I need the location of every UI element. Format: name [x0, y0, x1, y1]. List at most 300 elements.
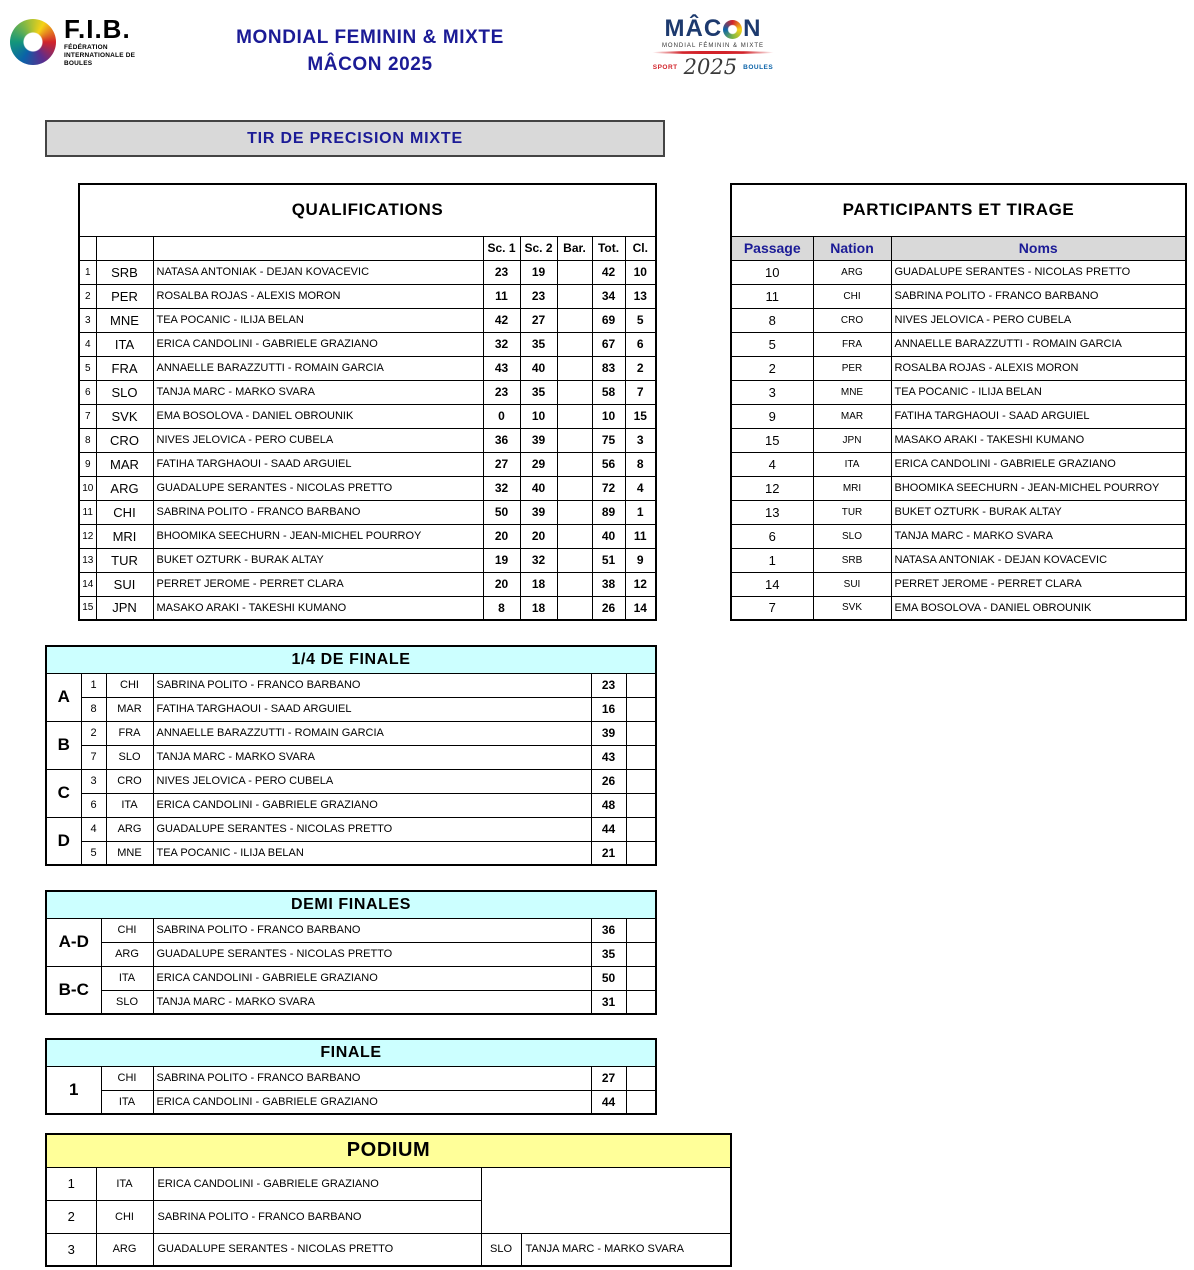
column-header-noms: Noms	[891, 236, 1186, 260]
row-number: 14	[79, 572, 96, 596]
nation-code: ITA	[96, 332, 153, 356]
empty-cell	[626, 697, 656, 721]
qualification-row	[79, 356, 656, 380]
player-names: BHOOMIKA SEECHURN - JEAN-MICHEL POURROY	[891, 476, 1186, 500]
qualification-row	[79, 476, 656, 500]
barrage	[557, 572, 592, 596]
column-header-bar: Bar.	[557, 236, 592, 260]
player-names: GUADALUPE SERANTES - NICOLAS PRETTO	[153, 817, 591, 841]
nation-code: SLO	[813, 524, 891, 548]
participants-title: PARTICIPANTS ET TIRAGE	[731, 184, 1186, 236]
nation-code: TUR	[813, 500, 891, 524]
empty-cell	[626, 793, 656, 817]
column-header-tot: Tot.	[592, 236, 625, 260]
fib-name: F.I.B.	[64, 14, 131, 44]
total: 58	[592, 380, 625, 404]
nation-code: CHI	[101, 1066, 153, 1090]
participant-row	[731, 596, 1186, 620]
nation-code: ARG	[96, 1233, 153, 1266]
score-1: 32	[483, 476, 520, 500]
score-2: 35	[520, 332, 557, 356]
qualification-row	[79, 284, 656, 308]
player-names: ROSALBA ROJAS - ALEXIS MORON	[153, 284, 483, 308]
nation-code: MAR	[106, 697, 153, 721]
barrage	[557, 500, 592, 524]
podium-rank: 2	[46, 1200, 96, 1233]
empty-cell	[626, 918, 656, 942]
player-names: GUADALUPE SERANTES - NICOLAS PRETTO	[153, 476, 483, 500]
player-names: TEA POCANIC - ILIJA BELAN	[891, 380, 1186, 404]
quarterfinals-title-row	[46, 646, 656, 673]
player-names: ANNAELLE BARAZZUTTI - ROMAIN GARCIA	[153, 356, 483, 380]
score-1: 32	[483, 332, 520, 356]
qualification-row	[79, 452, 656, 476]
player-names: ERICA CANDOLINI - GABRIELE GRAZIANO	[153, 332, 483, 356]
seed: 6	[81, 793, 106, 817]
nation-code: CRO	[96, 428, 153, 452]
nation-code: TUR	[96, 548, 153, 572]
nation-code: SLO	[96, 380, 153, 404]
passage-number: 8	[731, 308, 813, 332]
qualification-row	[79, 260, 656, 284]
quarterfinals-title: 1/4 DE FINALE	[46, 646, 656, 673]
nation-code: SUI	[96, 572, 153, 596]
empty-cell	[481, 1167, 731, 1233]
fib-logo-text	[64, 16, 164, 68]
participant-row	[731, 476, 1186, 500]
passage-number: 10	[731, 260, 813, 284]
player-names: ERICA CANDOLINI - GABRIELE GRAZIANO	[153, 1167, 481, 1200]
participant-row	[731, 308, 1186, 332]
nation-code: MNE	[106, 841, 153, 865]
score: 31	[591, 990, 626, 1014]
finale-title-row	[46, 1039, 656, 1066]
barrage	[557, 428, 592, 452]
score-1: 20	[483, 572, 520, 596]
total: 51	[592, 548, 625, 572]
rank: 6	[625, 332, 656, 356]
quarterfinals-table	[45, 645, 657, 866]
empty-cell	[626, 966, 656, 990]
passage-number: 11	[731, 284, 813, 308]
player-names: PERRET JEROME - PERRET CLARA	[153, 572, 483, 596]
macon-wordmark	[638, 16, 788, 42]
rank: 3	[625, 428, 656, 452]
rank: 7	[625, 380, 656, 404]
passage-number: 13	[731, 500, 813, 524]
nation-code: ARG	[106, 817, 153, 841]
seed: 4	[81, 817, 106, 841]
score-1: 11	[483, 284, 520, 308]
seed: 5	[81, 841, 106, 865]
group-label: B	[46, 721, 81, 769]
qualification-row	[79, 572, 656, 596]
player-names: SABRINA POLITO - FRANCO BARBANO	[153, 500, 483, 524]
player-names: GUADALUPE SERANTES - NICOLAS PRETTO	[891, 260, 1186, 284]
player-names: TANJA MARC - MARKO SVARA	[153, 380, 483, 404]
score-2: 39	[520, 500, 557, 524]
participant-row	[731, 356, 1186, 380]
nation-code: CRO	[813, 308, 891, 332]
total: 10	[592, 404, 625, 428]
passage-number: 5	[731, 332, 813, 356]
passage-number: 7	[731, 596, 813, 620]
nation-code: JPN	[813, 428, 891, 452]
rank: 11	[625, 524, 656, 548]
quarterfinal-row	[46, 841, 656, 865]
column-header-nation: Nation	[813, 236, 891, 260]
score-2: 32	[520, 548, 557, 572]
score-1: 23	[483, 260, 520, 284]
nation-code: FRA	[106, 721, 153, 745]
fib-logo	[10, 16, 164, 68]
finale-row	[46, 1066, 656, 1090]
barrage	[557, 404, 592, 428]
passage-number: 3	[731, 380, 813, 404]
total: 67	[592, 332, 625, 356]
row-number: 13	[79, 548, 96, 572]
participant-row	[731, 524, 1186, 548]
seed: 2	[81, 721, 106, 745]
rank: 14	[625, 596, 656, 620]
column-header-passage: Passage	[731, 236, 813, 260]
finale-table	[45, 1038, 657, 1115]
barrage	[557, 548, 592, 572]
nation-code: FRA	[96, 356, 153, 380]
page-title-line2: MÂCON 2025	[307, 54, 433, 75]
empty-cell	[626, 817, 656, 841]
rank: 4	[625, 476, 656, 500]
score-2: 19	[520, 260, 557, 284]
nation-code: PER	[813, 356, 891, 380]
player-names: ROSALBA ROJAS - ALEXIS MORON	[891, 356, 1186, 380]
nation-code: SVK	[96, 404, 153, 428]
rank: 12	[625, 572, 656, 596]
group-label: A	[46, 673, 81, 721]
score-2: 40	[520, 356, 557, 380]
player-names: SABRINA POLITO - FRANCO BARBANO	[891, 284, 1186, 308]
nation-code: MRI	[813, 476, 891, 500]
score: 43	[591, 745, 626, 769]
podium-table	[45, 1133, 732, 1267]
nation-code: MNE	[96, 308, 153, 332]
score: 39	[591, 721, 626, 745]
total: 42	[592, 260, 625, 284]
player-names: BUKET OZTURK - BURAK ALTAY	[153, 548, 483, 572]
nation-code: SLO	[101, 990, 153, 1014]
player-names: SABRINA POLITO - FRANCO BARBANO	[153, 1200, 481, 1233]
player-names: NIVES JELOVICA - PERO CUBELA	[153, 428, 483, 452]
player-names: TEA POCANIC - ILIJA BELAN	[153, 308, 483, 332]
total: 40	[592, 524, 625, 548]
qualification-row	[79, 308, 656, 332]
rank: 5	[625, 308, 656, 332]
participant-row	[731, 332, 1186, 356]
podium-row	[46, 1167, 731, 1200]
nation-code: MAR	[96, 452, 153, 476]
rank: 8	[625, 452, 656, 476]
row-number: 3	[79, 308, 96, 332]
empty-cell	[626, 990, 656, 1014]
score: 21	[591, 841, 626, 865]
passage-number: 15	[731, 428, 813, 452]
row-number: 8	[79, 428, 96, 452]
total: 26	[592, 596, 625, 620]
macon-o-icon	[723, 20, 742, 39]
score-2: 39	[520, 428, 557, 452]
column-header-sc1: Sc. 1	[483, 236, 520, 260]
row-number: 1	[79, 260, 96, 284]
empty-cell	[626, 769, 656, 793]
column-header-cl: Cl.	[625, 236, 656, 260]
semifinal-row	[46, 966, 656, 990]
nation-code: MAR	[813, 404, 891, 428]
qualifications-table	[78, 183, 657, 621]
participant-row	[731, 404, 1186, 428]
nation-code: ARG	[813, 260, 891, 284]
nation-code: ITA	[101, 966, 153, 990]
score-2: 18	[520, 572, 557, 596]
podium-title-row	[46, 1134, 731, 1167]
score-2: 35	[520, 380, 557, 404]
nation-code: SVK	[813, 596, 891, 620]
participant-row	[731, 260, 1186, 284]
barrage	[557, 356, 592, 380]
semifinals-title: DEMI FINALES	[46, 891, 656, 918]
participants-title-row	[731, 184, 1186, 236]
nation-code: SRB	[96, 260, 153, 284]
player-names: ERICA CANDOLINI - GABRIELE GRAZIANO	[153, 1090, 591, 1114]
fib-subtitle: FÉDÉRATION INTERNATIONALE DE BOULES	[64, 44, 136, 67]
rank: 2	[625, 356, 656, 380]
player-names: TEA POCANIC - ILIJA BELAN	[153, 841, 591, 865]
row-number: 15	[79, 596, 96, 620]
total: 34	[592, 284, 625, 308]
semifinal-row	[46, 942, 656, 966]
passage-number: 4	[731, 452, 813, 476]
page-title-line1: MONDIAL FEMININ & MIXTE	[236, 27, 504, 48]
empty-cell	[626, 673, 656, 697]
score-1: 27	[483, 452, 520, 476]
participants-table	[730, 183, 1187, 621]
participant-row	[731, 500, 1186, 524]
row-number: 5	[79, 356, 96, 380]
total: 75	[592, 428, 625, 452]
barrage	[557, 380, 592, 404]
nation-code: ARG	[101, 942, 153, 966]
qualification-row	[79, 404, 656, 428]
score: 35	[591, 942, 626, 966]
nation-code: PER	[96, 284, 153, 308]
macon-boules-tag: BOULES	[743, 63, 774, 71]
rank: 10	[625, 260, 656, 284]
total: 72	[592, 476, 625, 500]
nation-code: SLO	[481, 1233, 521, 1266]
player-names: TANJA MARC - MARKO SVARA	[153, 990, 591, 1014]
total: 38	[592, 572, 625, 596]
score-2: 20	[520, 524, 557, 548]
group-label: 1	[46, 1066, 101, 1114]
qualification-row	[79, 548, 656, 572]
row-number: 11	[79, 500, 96, 524]
nation-code: MNE	[813, 380, 891, 404]
player-names: ANNAELLE BARAZZUTTI - ROMAIN GARCIA	[891, 332, 1186, 356]
quarterfinal-row	[46, 673, 656, 697]
row-number: 4	[79, 332, 96, 356]
nation-code: CRO	[106, 769, 153, 793]
nation-code: CHI	[101, 918, 153, 942]
row-number: 7	[79, 404, 96, 428]
player-names: FATIHA TARGHAOUI - SAAD ARGUIEL	[891, 404, 1186, 428]
podium-title: PODIUM	[46, 1134, 731, 1167]
empty-cell	[626, 1090, 656, 1114]
player-names: TANJA MARC - MARKO SVARA	[891, 524, 1186, 548]
score-1: 8	[483, 596, 520, 620]
qualification-row	[79, 380, 656, 404]
total: 56	[592, 452, 625, 476]
player-names: ERICA CANDOLINI - GABRIELE GRAZIANO	[153, 793, 591, 817]
semifinal-row	[46, 990, 656, 1014]
semifinals-title-row	[46, 891, 656, 918]
seed: 7	[81, 745, 106, 769]
passage-number: 14	[731, 572, 813, 596]
score: 44	[591, 817, 626, 841]
finale-row	[46, 1090, 656, 1114]
nation-code: FRA	[813, 332, 891, 356]
macon-year-row	[638, 55, 788, 79]
empty-cell	[626, 942, 656, 966]
player-names: EMA BOSOLOVA - DANIEL OBROUNIK	[153, 404, 483, 428]
score: 44	[591, 1090, 626, 1114]
participant-row	[731, 380, 1186, 404]
score: 48	[591, 793, 626, 817]
nation-code: ITA	[96, 1167, 153, 1200]
participant-row	[731, 428, 1186, 452]
qualifications-header-row	[79, 236, 656, 260]
barrage	[557, 308, 592, 332]
row-number: 12	[79, 524, 96, 548]
score-1: 0	[483, 404, 520, 428]
column-header-sc2: Sc. 2	[520, 236, 557, 260]
podium-rank: 3	[46, 1233, 96, 1266]
score-2: 23	[520, 284, 557, 308]
quarterfinal-row	[46, 697, 656, 721]
barrage	[557, 284, 592, 308]
nation-code: SLO	[106, 745, 153, 769]
player-names: MASAKO ARAKI - TAKESHI KUMANO	[891, 428, 1186, 452]
qualifications-title-row	[79, 184, 656, 236]
empty-cell	[626, 841, 656, 865]
nation-code: ARG	[96, 476, 153, 500]
participant-row	[731, 452, 1186, 476]
player-names: TANJA MARC - MARKO SVARA	[153, 745, 591, 769]
participants-header-row	[731, 236, 1186, 260]
player-names: NIVES JELOVICA - PERO CUBELA	[891, 308, 1186, 332]
total: 83	[592, 356, 625, 380]
quarterfinal-row	[46, 769, 656, 793]
barrage	[557, 260, 592, 284]
score-2: 10	[520, 404, 557, 428]
player-names: FATIHA TARGHAOUI - SAAD ARGUIEL	[153, 452, 483, 476]
page-title	[170, 24, 570, 78]
barrage	[557, 452, 592, 476]
group-label: B-C	[46, 966, 101, 1014]
podium-rank: 1	[46, 1167, 96, 1200]
barrage	[557, 476, 592, 500]
passage-number: 2	[731, 356, 813, 380]
finale-title: FINALE	[46, 1039, 656, 1066]
player-names: BHOOMIKA SEECHURN - JEAN-MICHEL POURROY	[153, 524, 483, 548]
row-number: 2	[79, 284, 96, 308]
nation-code: ITA	[813, 452, 891, 476]
player-names: FATIHA TARGHAOUI - SAAD ARGUIEL	[153, 697, 591, 721]
total: 69	[592, 308, 625, 332]
player-names: NIVES JELOVICA - PERO CUBELA	[153, 769, 591, 793]
player-names: BUKET OZTURK - BURAK ALTAY	[891, 500, 1186, 524]
player-names: NATASA ANTONIAK - DEJAN KOVACEVIC	[891, 548, 1186, 572]
group-label: D	[46, 817, 81, 865]
barrage	[557, 596, 592, 620]
score: 27	[591, 1066, 626, 1090]
player-names: PERRET JEROME - PERRET CLARA	[891, 572, 1186, 596]
player-names: ERICA CANDOLINI - GABRIELE GRAZIANO	[891, 452, 1186, 476]
semifinals-table	[45, 890, 657, 1015]
qualifications-title: QUALIFICATIONS	[79, 184, 656, 236]
player-names: SABRINA POLITO - FRANCO BARBANO	[153, 918, 591, 942]
score-1: 19	[483, 548, 520, 572]
player-names: SABRINA POLITO - FRANCO BARBANO	[153, 673, 591, 697]
empty-header-cell	[96, 236, 153, 260]
barrage	[557, 524, 592, 548]
macon-event-logo	[638, 16, 788, 79]
macon-subtitle: MONDIAL FÉMININ & MIXTE	[661, 43, 765, 49]
passage-number: 1	[731, 548, 813, 572]
row-number: 10	[79, 476, 96, 500]
score: 50	[591, 966, 626, 990]
rank: 13	[625, 284, 656, 308]
score-2: 40	[520, 476, 557, 500]
nation-code: SRB	[813, 548, 891, 572]
player-names: GUADALUPE SERANTES - NICOLAS PRETTO	[153, 942, 591, 966]
participant-row	[731, 548, 1186, 572]
score-1: 23	[483, 380, 520, 404]
participant-row	[731, 284, 1186, 308]
quarterfinal-row	[46, 793, 656, 817]
macon-swoosh-icon	[652, 51, 774, 54]
score-1: 42	[483, 308, 520, 332]
score-1: 20	[483, 524, 520, 548]
macon-sport-tag: SPORT	[652, 63, 678, 71]
score-2: 27	[520, 308, 557, 332]
row-number: 6	[79, 380, 96, 404]
score: 16	[591, 697, 626, 721]
player-names: ERICA CANDOLINI - GABRIELE GRAZIANO	[153, 966, 591, 990]
qualification-row	[79, 524, 656, 548]
empty-header-cell	[79, 236, 96, 260]
score-2: 18	[520, 596, 557, 620]
score-2: 29	[520, 452, 557, 476]
empty-cell	[626, 1066, 656, 1090]
macon-year: 2025	[683, 55, 738, 79]
nation-code: ITA	[101, 1090, 153, 1114]
passage-number: 9	[731, 404, 813, 428]
group-label: C	[46, 769, 81, 817]
qualification-row	[79, 596, 656, 620]
seed: 8	[81, 697, 106, 721]
nation-code: CHI	[106, 673, 153, 697]
score-1: 36	[483, 428, 520, 452]
podium-row	[46, 1233, 731, 1266]
